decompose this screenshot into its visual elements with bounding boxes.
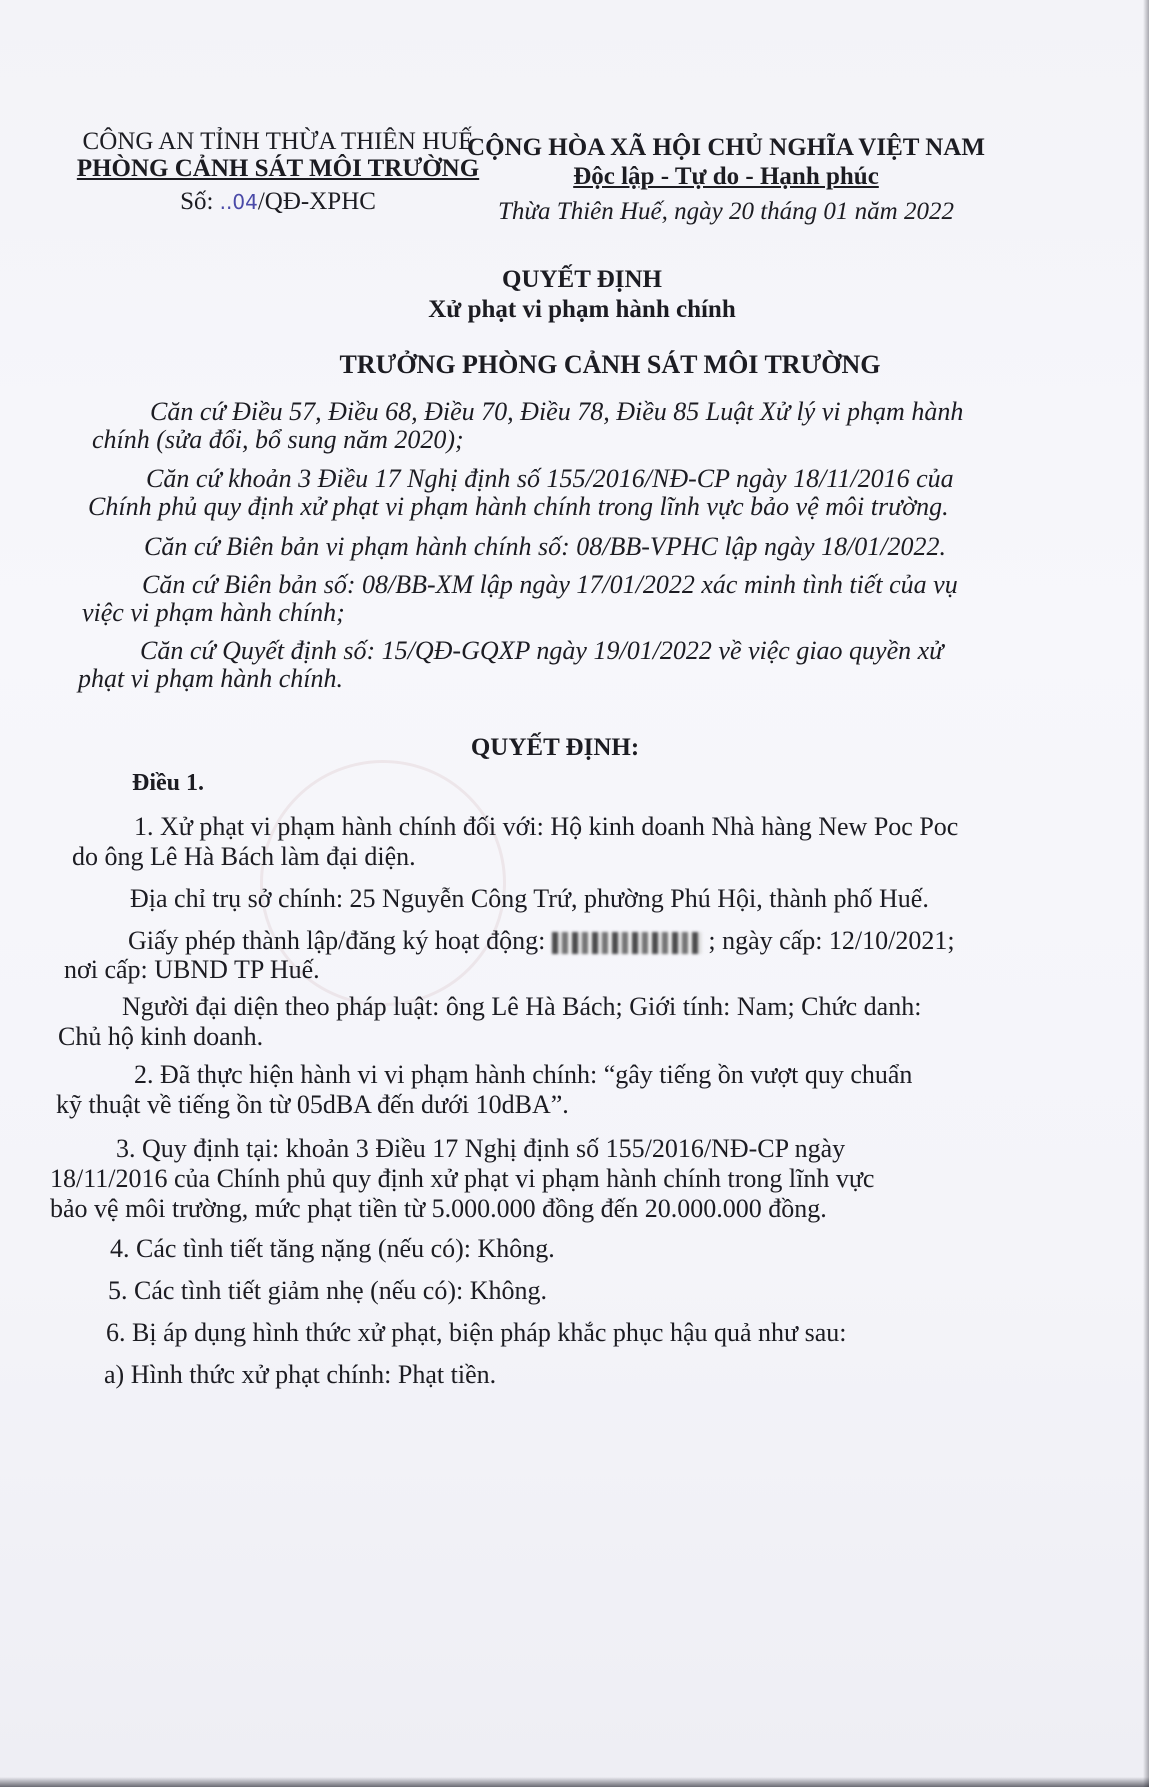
- representative-line-2: Chủ hộ kinh doanh.: [58, 1022, 264, 1051]
- decision-subtitle: Xử phạt vi phạm hành chính: [428, 296, 736, 323]
- basis-1-line-2: chính (sửa đổi, bổ sung năm 2020);: [92, 425, 464, 454]
- basis-1-line-1: Căn cứ Điều 57, Điều 68, Điều 70, Điều 78, Điều 85 Luật Xử lý vi phạm hành: [150, 397, 964, 426]
- basis-5-line-2: phạt vi phạm hành chính.: [78, 664, 344, 693]
- basis-3: Căn cứ Biên bản vi phạm hành chính số: 08/BB-VPHC lập ngày 18/01/2022.: [144, 532, 947, 561]
- license-label: Giấy phép thành lập/đăng ký hoạt động:: [128, 926, 546, 955]
- license-date: ; ngày cấp: 12/10/2021;: [708, 926, 955, 955]
- article-1-heading: Điều 1.: [132, 770, 204, 796]
- representative-line-1: Người đại diện theo pháp luật: ông Lê Hà Bách; Giới tính: Nam; Chức danh:: [122, 992, 922, 1021]
- clause-6: 6. Bị áp dụng hình thức xử phạt, biện pháp khắc phục hậu quả như sau:: [106, 1318, 847, 1347]
- issuing-authority: TRƯỞNG PHÒNG CẢNH SÁT MÔI TRƯỜNG: [339, 350, 881, 379]
- page-bottom-shadow: [0, 1777, 1149, 1787]
- clause-1-line-1: 1. Xử phạt vi phạm hành chính đối với: Hộ kinh doanh Nhà hàng New Poc Poc: [134, 812, 959, 841]
- clause-4: 4. Các tình tiết tăng nặng (nếu có): Không.: [110, 1234, 555, 1263]
- department-name: PHÒNG CẢNH SÁT MÔI TRƯỜNG: [76, 155, 480, 182]
- clause-2-line-1: 2. Đã thực hiện hành vi vi phạm hành chính: “gây tiếng ồn vượt quy chuẩn: [134, 1060, 913, 1089]
- redacted-license-number: [552, 932, 702, 954]
- agency-name: CÔNG AN TỈNH THỪA THIÊN HUẾ: [82, 128, 474, 155]
- basis-2-line-1: Căn cứ khoản 3 Điều 17 Nghị định số 155/2016/NĐ-CP ngày 18/11/2016 của: [146, 464, 954, 493]
- decision-title: QUYẾT ĐỊNH: [502, 266, 662, 293]
- handwritten-number: ..04: [219, 190, 258, 214]
- number-prefix: Số:: [180, 188, 220, 215]
- document-number: [180, 188, 376, 216]
- basis-5-line-1: Căn cứ Quyết định số: 15/QĐ-GQXP ngày 19/01/2022 về việc giao quyền xử: [140, 636, 944, 665]
- basis-4-line-1: Căn cứ Biên bản số: 08/BB-XM lập ngày 17/01/2022 xác minh tình tiết của vụ: [142, 570, 958, 599]
- page-edge-shadow: [1143, 0, 1149, 1787]
- clause-3-line-1: 3. Quy định tại: khoản 3 Điều 17 Nghị định số 155/2016/NĐ-CP ngày: [116, 1134, 846, 1163]
- license-line-2: nơi cấp: UBND TP Huế.: [64, 955, 320, 984]
- nation-name: CỘNG HÒA XÃ HỘI CHỦ NGHĨA VIỆT NAM: [467, 134, 985, 161]
- clause-1-line-2: do ông Lê Hà Bách làm đại diện.: [72, 842, 416, 871]
- clause-3-line-2: 18/11/2016 của Chính phủ quy định xử phạt vi phạm hành chính trong lĩnh vực: [50, 1164, 875, 1193]
- clause-6a: a) Hình thức xử phạt chính: Phạt tiền.: [104, 1360, 497, 1389]
- decision-heading: QUYẾT ĐỊNH:: [470, 734, 640, 761]
- license-line-1: [128, 926, 955, 956]
- national-motto: Độc lập - Tự do - Hạnh phúc: [573, 163, 879, 190]
- address-line: Địa chỉ trụ sở chính: 25 Nguyễn Công Trứ, phường Phú Hội, thành phố Huế.: [130, 884, 929, 913]
- basis-2-line-2: Chính phủ quy định xử phạt vi phạm hành chính trong lĩnh vực bảo vệ môi trường.: [88, 492, 949, 521]
- basis-4-line-2: việc vi phạm hành chính;: [82, 598, 345, 627]
- number-suffix: /QĐ-XPHC: [257, 188, 376, 215]
- clause-2-line-2: kỹ thuật về tiếng ồn từ 05dBA đến dưới 10dBA”.: [56, 1090, 569, 1119]
- clause-3-line-3: bảo vệ môi trường, mức phạt tiền từ 5.000.000 đồng đến 20.000.000 đồng.: [50, 1194, 827, 1223]
- clause-5: 5. Các tình tiết giảm nhẹ (nếu có): Không.: [108, 1276, 548, 1305]
- place-and-date: Thừa Thiên Huế, ngày 20 tháng 01 năm 2022: [498, 198, 954, 225]
